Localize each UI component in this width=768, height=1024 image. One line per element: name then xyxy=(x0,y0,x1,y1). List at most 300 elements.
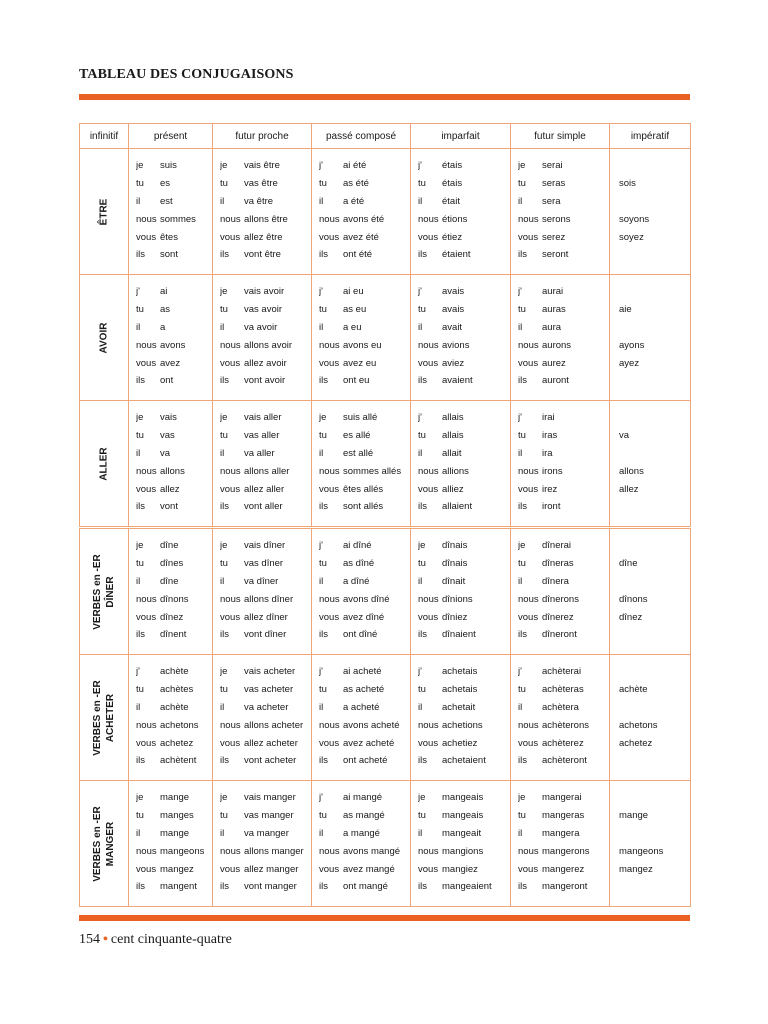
verb-form: dînais xyxy=(442,557,468,569)
pronoun: ils xyxy=(418,755,427,767)
conjugation-line xyxy=(220,409,311,427)
pronoun: il xyxy=(518,575,523,587)
verb-form: suis xyxy=(160,160,177,171)
pronoun: vous xyxy=(136,357,157,369)
pronoun: ils xyxy=(319,629,328,641)
pronoun: vous xyxy=(136,483,157,495)
pronoun: nous xyxy=(319,213,340,225)
conjugation-line xyxy=(518,498,609,516)
verb-form: achèteront xyxy=(542,755,587,767)
conjugation-line xyxy=(220,355,311,373)
conjugation-line xyxy=(518,537,609,555)
verb-form: étaient xyxy=(442,249,471,261)
conjugation-line xyxy=(319,337,410,355)
verb-form: irai xyxy=(542,412,555,423)
conjugation-line xyxy=(220,157,311,175)
pronoun: ils xyxy=(518,375,527,387)
verb-row xyxy=(80,655,691,781)
conjugation-table xyxy=(79,123,691,907)
conjugation-line xyxy=(518,555,609,573)
pronoun: il xyxy=(319,195,324,207)
pronoun: nous xyxy=(220,845,241,857)
page-title: TABLEAU DES CONJUGAISONS xyxy=(79,67,294,82)
conjugation-line xyxy=(418,157,510,175)
conjugation-line xyxy=(518,626,609,644)
pronoun: tu xyxy=(220,303,228,315)
pronoun: tu xyxy=(319,557,327,569)
conjugation-line xyxy=(518,246,609,264)
conjugation-line xyxy=(418,355,510,373)
pronoun: vous xyxy=(418,611,439,623)
pronoun: il xyxy=(136,195,141,207)
verb-form: mangeais xyxy=(442,792,484,803)
pronoun: tu xyxy=(319,683,327,695)
conjugation-line xyxy=(220,681,311,699)
conjugation-line xyxy=(220,211,311,229)
conjugation-line xyxy=(319,409,410,427)
imperative-cell xyxy=(610,275,691,401)
conjugation-line xyxy=(220,752,311,770)
pronoun: il xyxy=(418,827,423,839)
infinitive-label-line: VERBES en -ER xyxy=(92,553,103,630)
verb-form: ont acheté xyxy=(343,755,388,767)
infinitive-label-line: AVOIR xyxy=(98,322,110,353)
verb-form: serez xyxy=(542,231,566,243)
pronoun: il xyxy=(418,195,423,207)
verb-form: avez dîné xyxy=(343,611,385,623)
pronoun: vous xyxy=(319,737,340,749)
conjugation-line xyxy=(220,246,311,264)
tense-cell xyxy=(213,401,312,528)
imperative-form xyxy=(619,789,690,807)
verb-form: seront xyxy=(542,249,569,261)
verb-form: vais acheter xyxy=(244,666,296,677)
pronoun: ils xyxy=(418,501,427,513)
imperative-form: aie xyxy=(619,303,632,315)
tense-cell xyxy=(511,401,610,528)
verb-form: est allé xyxy=(343,447,374,459)
conjugation-line xyxy=(319,301,410,319)
verb-form: avons mangé xyxy=(343,845,401,857)
pronoun: ils xyxy=(220,755,229,767)
verb-form: sera xyxy=(542,195,561,207)
pronoun: j' xyxy=(136,666,140,677)
conjugation-line xyxy=(418,573,510,591)
imperative-cell xyxy=(610,655,691,781)
verb-form: dînez xyxy=(160,611,184,623)
conjugation-line xyxy=(220,229,311,247)
verb-form: mangerons xyxy=(542,845,590,857)
imperative-form xyxy=(619,825,690,843)
conjugation-line xyxy=(136,573,212,591)
verb-form: aurons xyxy=(542,339,572,351)
verb-form: va manger xyxy=(244,827,289,839)
verb-form: étais xyxy=(442,177,463,189)
imperative-form xyxy=(619,663,690,681)
verb-form: avaient xyxy=(442,375,473,387)
pronoun: nous xyxy=(418,465,439,477)
pronoun: je xyxy=(136,412,144,423)
infinitive-label-line: VERBES en -ER xyxy=(92,805,103,882)
pronoun: nous xyxy=(319,339,340,351)
pronoun: vous xyxy=(136,737,157,749)
pronoun: je xyxy=(418,792,426,803)
pronoun: j' xyxy=(136,286,140,297)
infinitive-cell xyxy=(80,149,129,275)
pronoun: je xyxy=(418,540,426,551)
verb-form: ai xyxy=(160,286,168,297)
pronoun: il xyxy=(136,575,141,587)
conjugation-line xyxy=(220,319,311,337)
pronoun: vous xyxy=(220,357,241,369)
conjugation-line xyxy=(518,609,609,627)
pronoun: vous xyxy=(418,231,439,243)
conjugation-line xyxy=(518,699,609,717)
conjugation-line xyxy=(518,445,609,463)
conjugation-line xyxy=(220,193,311,211)
infinitive-label xyxy=(98,198,111,225)
imperative-cell xyxy=(610,781,691,907)
verb-form: dîne xyxy=(160,575,179,587)
pronoun: nous xyxy=(220,339,241,351)
verb-form: vont avoir xyxy=(244,375,286,387)
verb-form: ont eu xyxy=(343,375,370,387)
conjugation-line xyxy=(518,681,609,699)
verb-row xyxy=(80,275,691,401)
conjugation-line xyxy=(220,573,311,591)
column-header: impératif xyxy=(610,124,691,149)
imperative-form xyxy=(619,573,690,591)
verb-form: a dîné xyxy=(343,575,370,587)
conjugation-line xyxy=(418,735,510,753)
verb-form: ira xyxy=(542,447,553,459)
verb-form: achetais xyxy=(442,666,478,677)
pronoun: il xyxy=(220,575,225,587)
page-number: 154 xyxy=(79,932,100,947)
conjugation-line xyxy=(518,283,609,301)
imperative-form: achète xyxy=(619,683,648,695)
conjugation-line xyxy=(220,663,311,681)
verb-form: allons manger xyxy=(244,845,304,857)
pronoun: nous xyxy=(418,213,439,225)
conjugation-line xyxy=(319,157,410,175)
verb-form: dînais xyxy=(442,540,468,551)
conjugation-line xyxy=(518,735,609,753)
infinitive-label-line: DÎNER xyxy=(105,575,116,608)
verb-form: avez mangé xyxy=(343,863,395,875)
conjugation-line xyxy=(418,717,510,735)
footer-bullet: • xyxy=(103,932,108,947)
conjugation-line xyxy=(418,626,510,644)
imperative-form: va xyxy=(619,429,630,441)
imperative-form xyxy=(619,372,690,390)
pronoun: vous xyxy=(518,483,539,495)
conjugation-line xyxy=(418,175,510,193)
verb-form: mangeait xyxy=(442,827,482,839)
verb-form: suis allé xyxy=(343,412,378,423)
verb-form: allez aller xyxy=(244,483,285,495)
imperative-form xyxy=(619,445,690,463)
verb-form: va xyxy=(160,447,171,459)
verb-form: avons dîné xyxy=(343,593,390,605)
tense-cell xyxy=(411,781,511,907)
verb-form: mangeras xyxy=(542,809,585,821)
pronoun: tu xyxy=(136,809,144,821)
pronoun: vous xyxy=(220,863,241,875)
pronoun: j' xyxy=(418,666,422,677)
conjugation-line xyxy=(418,699,510,717)
pronoun: il xyxy=(319,575,324,587)
conjugation-line xyxy=(319,246,410,264)
imperative-cell xyxy=(610,401,691,528)
pronoun: il xyxy=(220,195,225,207)
infinitive-cell xyxy=(80,781,129,907)
verb-form: dînerai xyxy=(542,540,572,551)
pronoun: nous xyxy=(136,845,157,857)
pronoun: vous xyxy=(319,611,340,623)
verb-form: sont allés xyxy=(343,501,384,513)
conjugation-line xyxy=(220,175,311,193)
verb-form: dînaient xyxy=(442,629,476,641)
imperative-form: sois xyxy=(619,177,636,189)
tense-cell xyxy=(411,528,511,655)
conjugation-line xyxy=(418,752,510,770)
verb-form: a eu xyxy=(343,321,362,333)
conjugation-line xyxy=(518,878,609,896)
verb-form: dînera xyxy=(542,575,569,587)
imperative-form: achetez xyxy=(619,737,653,749)
verb-form: allez acheter xyxy=(244,737,298,749)
tense-cell xyxy=(312,528,411,655)
pronoun: il xyxy=(136,321,141,333)
verb-form: vais xyxy=(160,412,177,423)
verb-form: achète xyxy=(160,701,189,713)
pronoun: vous xyxy=(418,357,439,369)
conjugation-line xyxy=(136,211,212,229)
tense-cell xyxy=(129,149,213,275)
pronoun: ils xyxy=(136,629,145,641)
verb-form: allons dîner xyxy=(244,593,294,605)
pronoun: vous xyxy=(136,611,157,623)
verb-form: achèterez xyxy=(542,737,584,749)
pronoun: nous xyxy=(518,339,539,351)
pronoun: tu xyxy=(319,809,327,821)
pronoun: tu xyxy=(136,557,144,569)
conjugation-line xyxy=(136,355,212,373)
verb-form: avons xyxy=(160,339,186,351)
column-header: imparfait xyxy=(411,124,511,149)
pronoun: vous xyxy=(220,737,241,749)
conjugation-line xyxy=(319,861,410,879)
pronoun: je xyxy=(220,412,228,423)
pronoun: vous xyxy=(136,231,157,243)
verb-form: va acheter xyxy=(244,701,289,713)
pronoun: ils xyxy=(418,881,427,893)
conjugation-line xyxy=(518,861,609,879)
conjugation-line xyxy=(518,193,609,211)
imperative-form xyxy=(619,878,690,896)
tense-cell xyxy=(312,401,411,528)
verb-form: mangeais xyxy=(442,809,484,821)
pronoun: nous xyxy=(518,213,539,225)
conjugation-line xyxy=(220,301,311,319)
conjugation-line xyxy=(418,193,510,211)
conjugation-line xyxy=(136,789,212,807)
bottom-divider-bar xyxy=(79,915,690,921)
verb-form: avait xyxy=(442,321,463,333)
conjugation-line xyxy=(319,789,410,807)
pronoun: il xyxy=(518,195,523,207)
pronoun: ils xyxy=(220,501,229,513)
verb-form: vais dîner xyxy=(244,540,286,551)
pronoun: il xyxy=(518,321,523,333)
conjugation-line xyxy=(136,372,212,390)
verb-form: va dîner xyxy=(244,575,279,587)
verb-form: avais xyxy=(442,286,465,297)
pronoun: vous xyxy=(418,737,439,749)
verb-form: manges xyxy=(160,809,194,821)
verb-row xyxy=(80,781,691,907)
table-body xyxy=(80,149,691,907)
conjugation-line xyxy=(220,372,311,390)
verb-form: as xyxy=(160,303,171,315)
verb-form: irons xyxy=(542,465,563,477)
verb-form: dîneras xyxy=(542,557,574,569)
verb-form: iras xyxy=(542,429,558,441)
conjugation-line xyxy=(319,537,410,555)
infinitive-label-line: MANGER xyxy=(105,821,116,866)
verb-form: êtes allés xyxy=(343,483,384,495)
pronoun: tu xyxy=(319,429,327,441)
conjugation-line xyxy=(319,498,410,516)
imperative-form: dînez xyxy=(619,611,643,623)
conjugation-line xyxy=(418,591,510,609)
imperative-form: allons xyxy=(619,465,644,477)
pronoun: j' xyxy=(418,286,422,297)
conjugation-line xyxy=(518,409,609,427)
conjugation-line xyxy=(418,301,510,319)
verb-form: a xyxy=(160,321,166,333)
verb-form: ai été xyxy=(343,160,367,171)
pronoun: il xyxy=(518,447,523,459)
pronoun: tu xyxy=(136,429,144,441)
verb-form: as dîné xyxy=(343,557,375,569)
tense-cell xyxy=(511,275,610,401)
verb-form: avons eu xyxy=(343,339,382,351)
conjugation-line xyxy=(418,825,510,843)
infinitive-label xyxy=(91,806,117,882)
verb-form: achetons xyxy=(160,719,199,731)
conjugation-line xyxy=(319,355,410,373)
pronoun: il xyxy=(518,827,523,839)
verb-form: as mangé xyxy=(343,809,385,821)
verb-form: sommes xyxy=(160,213,196,225)
conjugation-line xyxy=(418,878,510,896)
pronoun: nous xyxy=(319,845,340,857)
conjugation-line xyxy=(319,481,410,499)
conjugation-line xyxy=(136,735,212,753)
imperative-cell xyxy=(610,528,691,655)
verb-form: dînerons xyxy=(542,593,579,605)
conjugation-line xyxy=(136,681,212,699)
tense-cell xyxy=(213,528,312,655)
verb-form: vont être xyxy=(244,249,281,261)
pronoun: vous xyxy=(136,863,157,875)
top-divider-bar xyxy=(79,94,690,100)
tense-cell xyxy=(411,149,511,275)
verb-form: achetiez xyxy=(442,737,478,749)
tense-cell xyxy=(213,655,312,781)
verb-form: ont mangé xyxy=(343,881,388,893)
pronoun: ils xyxy=(136,375,145,387)
conjugation-line xyxy=(518,157,609,175)
pronoun: tu xyxy=(136,177,144,189)
conjugation-line xyxy=(518,427,609,445)
imperative-form: allez xyxy=(619,483,639,495)
pronoun: tu xyxy=(518,429,526,441)
conjugation-line xyxy=(136,717,212,735)
conjugation-line xyxy=(319,573,410,591)
pronoun: nous xyxy=(136,465,157,477)
pronoun: il xyxy=(220,827,225,839)
verb-form: vont acheter xyxy=(244,755,297,767)
conjugation-line xyxy=(319,591,410,609)
conjugation-line xyxy=(220,537,311,555)
pronoun: nous xyxy=(319,719,340,731)
verb-form: mange xyxy=(160,792,190,803)
pronoun: il xyxy=(418,321,423,333)
pronoun: ils xyxy=(136,249,145,261)
tense-cell xyxy=(129,655,213,781)
conjugation-line xyxy=(418,789,510,807)
conjugation-line xyxy=(136,555,212,573)
imperative-form xyxy=(619,752,690,770)
conjugation-line xyxy=(319,427,410,445)
tense-cell xyxy=(411,655,511,781)
conjugation-line xyxy=(220,555,311,573)
pronoun: ils xyxy=(418,629,427,641)
pronoun: tu xyxy=(136,683,144,695)
verb-form: achetions xyxy=(442,719,483,731)
pronoun: nous xyxy=(136,719,157,731)
conjugation-line xyxy=(319,843,410,861)
conjugation-line xyxy=(136,807,212,825)
pronoun: tu xyxy=(418,303,426,315)
conjugation-line xyxy=(136,157,212,175)
verb-form: allaient xyxy=(442,501,473,513)
conjugation-line xyxy=(136,193,212,211)
conjugation-line xyxy=(418,445,510,463)
pronoun: nous xyxy=(518,845,539,857)
pronoun: nous xyxy=(220,465,241,477)
tense-cell xyxy=(129,275,213,401)
verb-form: vont manger xyxy=(244,881,297,893)
verb-form: auront xyxy=(542,375,569,387)
verb-form: vais être xyxy=(244,160,280,171)
pronoun: nous xyxy=(136,339,157,351)
conjugation-line xyxy=(220,626,311,644)
pronoun: tu xyxy=(418,557,426,569)
pronoun: nous xyxy=(518,719,539,731)
pronoun: ils xyxy=(220,375,229,387)
verb-form: allons aller xyxy=(244,465,290,477)
pronoun: ils xyxy=(319,501,328,513)
infinitive-label xyxy=(98,322,111,353)
column-header: présent xyxy=(129,124,213,149)
conjugation-line xyxy=(518,372,609,390)
pronoun: tu xyxy=(220,683,228,695)
conjugation-line xyxy=(319,878,410,896)
